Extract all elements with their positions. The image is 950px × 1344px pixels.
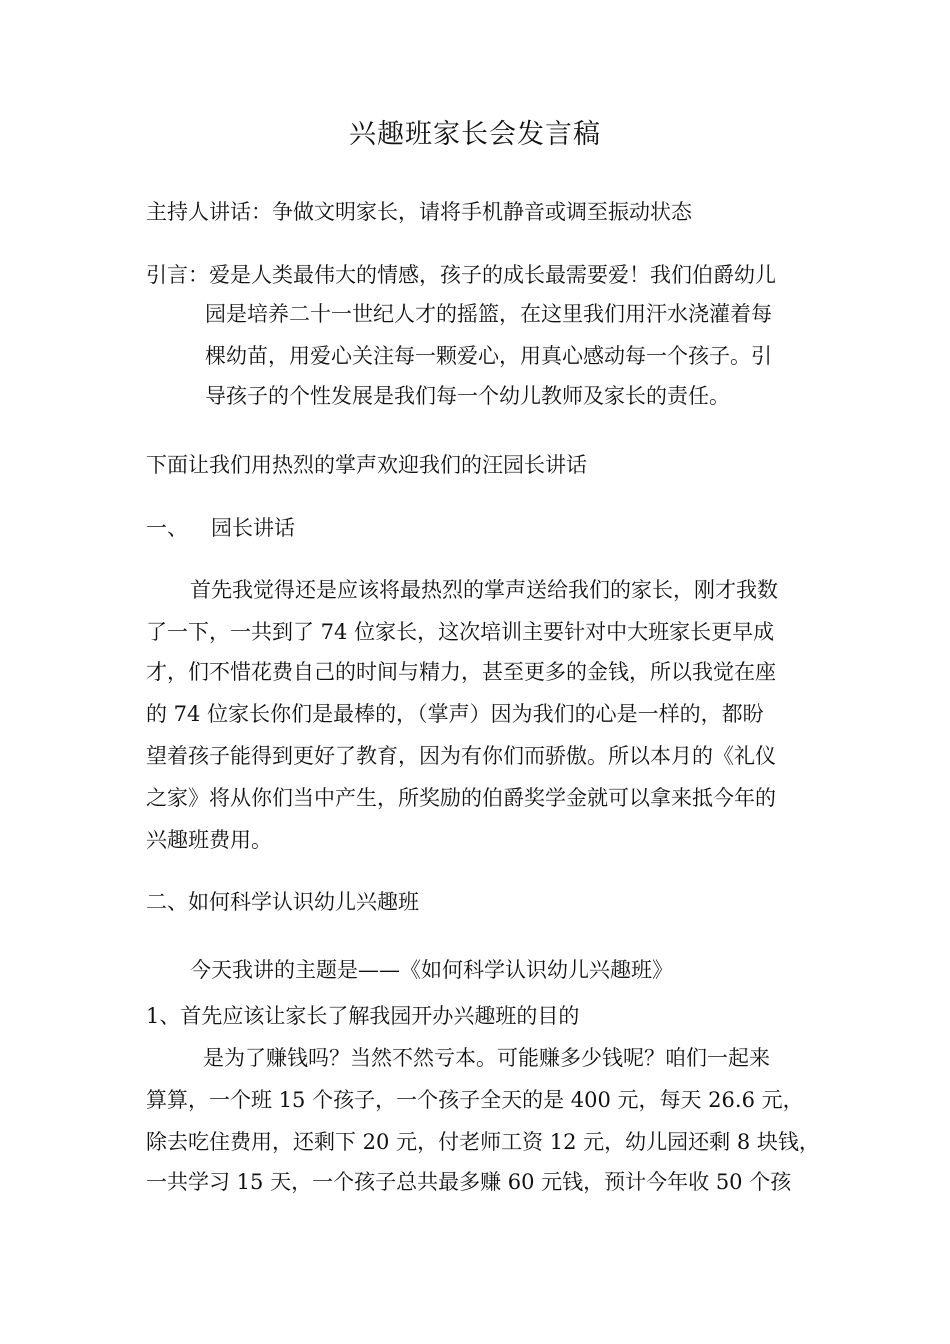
host-line: 主持人讲话：争做文明家长，请将手机静音或调至振动状态 — [146, 200, 692, 224]
section1-line: 的 74 位家长你们是最棒的，（掌声）因为我们的心是一样的，都盼 — [146, 702, 764, 726]
section1-label: 一、 — [146, 516, 188, 540]
document-title: 兴趣班家长会发言稿 — [349, 119, 601, 150]
section2-point1: 1、首先应该让家长了解我园开办兴趣班的目的 — [146, 1004, 580, 1028]
section2-theme: 今天我讲的主题是——《如何科学认识幼儿兴趣班》 — [190, 958, 673, 982]
intro-line: 棵幼苗，用爱心关注每一颗爱心，用真心感动每一个孩子。引 — [205, 344, 772, 368]
section2-line: 算算，一个班 15 个孩子，一个孩子全天的是 400 元，每天 26.6 元， — [146, 1088, 804, 1112]
section2-line: 除去吃住费用，还剩下 20 元，付老师工资 12 元，幼儿园还剩 8 块钱， — [146, 1130, 820, 1154]
section1-line: 才，们不惜花费自己的时间与精力，甚至更多的金钱，所以我觉在座 — [146, 660, 776, 684]
section1-line: 兴趣班费用。 — [146, 828, 272, 852]
section2-title: 二、如何科学认识幼儿兴趣班 — [146, 890, 419, 914]
section1-line: 之家》将从你们当中产生，所奖励的伯爵奖学金就可以拿来抵今年的 — [146, 786, 776, 810]
section1-line: 望着孩子能得到更好了教育，因为有你们而骄傲。所以本月的《礼仪 — [146, 744, 776, 768]
intro-first-line — [146, 259, 776, 289]
section1-line: 首先我觉得还是应该将最热烈的掌声送给我们的家长，刚才我数 — [190, 578, 778, 602]
intro-label: 引言： — [146, 263, 209, 287]
section2-line: 一共学习 15 天，一个孩子总共最多赚 60 元钱，预计今年收 50 个孩 — [146, 1170, 792, 1194]
welcome-line: 下面让我们用热烈的掌声欢迎我们的汪园长讲话 — [146, 453, 587, 477]
section2-line: 是为了赚钱吗？当然不然亏本。可能赚多少钱呢？咱们一起来 — [203, 1046, 770, 1070]
intro-line: 导孩子的个性发展是我们每一个幼儿教师及家长的责任。 — [205, 384, 730, 408]
section1-title: 园长讲话 — [211, 516, 295, 540]
intro-line: 园是培养二十一世纪人才的摇篮，在这里我们用汗水浇灌着每 — [205, 302, 772, 326]
section1-line: 了一下，一共到了 74 位家长，这次培训主要针对中大班家长更早成 — [146, 620, 775, 644]
intro-line: 爱是人类最伟大的情感，孩子的成长最需要爱！我们伯爵幼儿 — [209, 263, 776, 287]
